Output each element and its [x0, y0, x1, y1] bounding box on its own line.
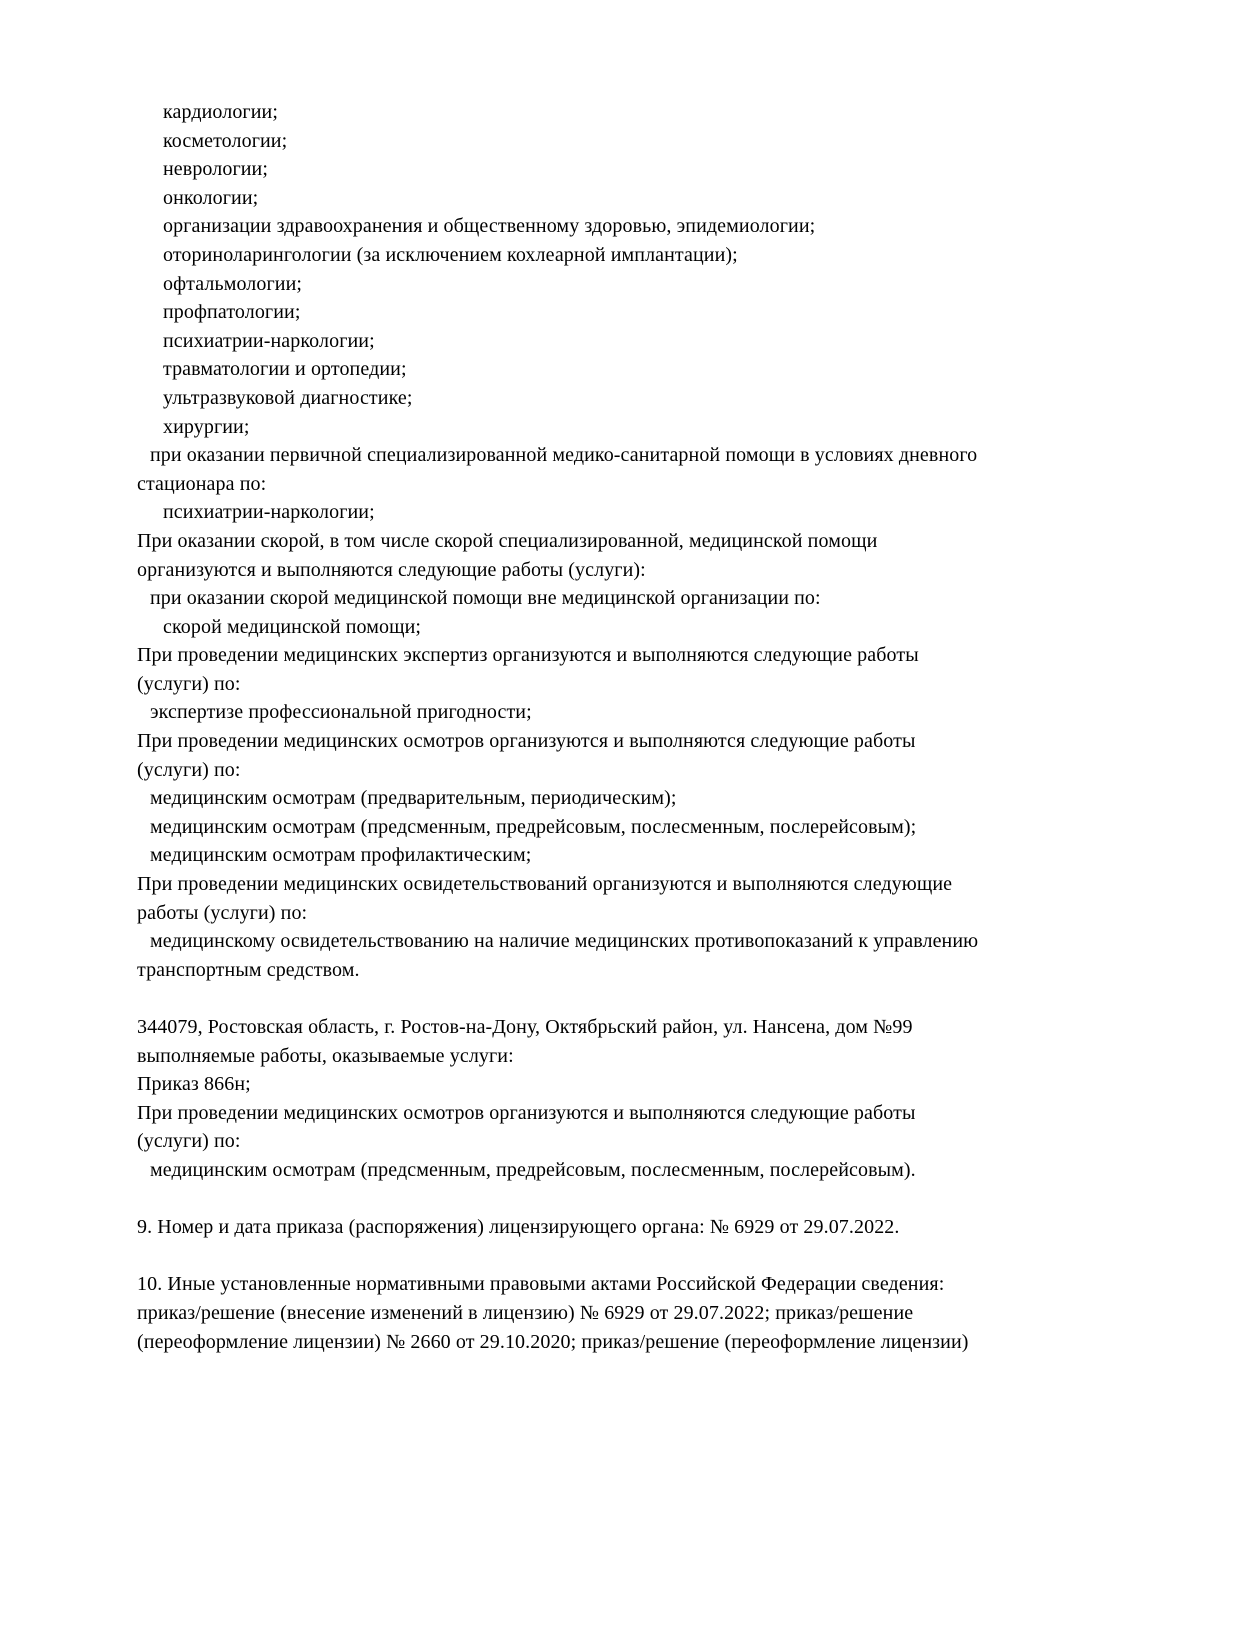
document-line: (услуги) по: — [137, 1130, 241, 1153]
document-line: оториноларингологии (за исключением кохлеарной имплантации); — [163, 243, 738, 266]
document-line: медицинским осмотрам профилактическим; — [150, 844, 532, 867]
document-line — [137, 1185, 1120, 1214]
document-line: приказ/решение (внесение изменений в лицензию) № 6929 от 29.07.2022; приказ/решение — [137, 1301, 914, 1324]
document-line: неврологии; — [163, 158, 269, 181]
document-line: работы (услуги) по: — [137, 901, 308, 924]
document-line: скорой медицинской помощи; — [163, 615, 422, 638]
document-body — [137, 98, 1120, 1356]
document-line: При оказании скорой, в том числе скорой специализированной, медицинской помощи — [137, 529, 878, 552]
document-line: 9. Номер и дата приказа (распоряжения) лицензирующего органа: № 6929 от 29.07.2022. — [137, 1216, 900, 1239]
document-line: хирургии; — [163, 415, 250, 438]
document-line: стационара по: — [137, 472, 267, 495]
document-line: медицинским осмотрам (предварительным, периодическим); — [150, 787, 677, 810]
document-line: (услуги) по: — [137, 672, 241, 695]
document-line: кардиологии; — [163, 101, 278, 123]
document-line: (услуги) по: — [137, 758, 241, 781]
document-line — [137, 984, 1120, 1013]
document-line: При проведении медицинских экспертиз организуются и выполняются следующие работы — [137, 644, 919, 667]
document-line: при оказании скорой медицинской помощи вне медицинской организации по: — [150, 587, 821, 610]
document-line: экспертизе профессиональной пригодности; — [150, 701, 532, 724]
document-line: транспортным средством. — [137, 958, 360, 981]
document-line: выполняемые работы, оказываемые услуги: — [137, 1044, 514, 1067]
document-line: При проведении медицинских освидетельствований организуются и выполняются следующие — [137, 873, 953, 896]
document-line: Приказ 866н; — [137, 1073, 251, 1096]
document-line: ультразвуковой диагностике; — [163, 386, 413, 409]
document-line — [137, 1242, 1120, 1271]
document-line: психиатрии-наркологии; — [163, 501, 375, 524]
document-line: медицинским осмотрам (предсменным, предрейсовым, послесменным, послерейсовым). — [150, 1158, 916, 1181]
document-line: профпатологии; — [163, 301, 301, 324]
document-line: медицинскому освидетельствованию на наличие медицинских противопоказаний к управлению — [150, 930, 979, 953]
document-line: офтальмологии; — [163, 272, 303, 295]
document-line: При проведении медицинских осмотров организуются и выполняются следующие работы — [137, 1101, 916, 1124]
document-line: (переоформление лицензии) № 2660 от 29.10.2020; приказ/решение (переоформление лицензии) — [137, 1330, 969, 1353]
document-line: 344079, Ростовская область, г. Ростов-на-Дону, Октябрьский район, ул. Нансена, дом №99 — [137, 1016, 913, 1038]
document-line: При проведении медицинских осмотров организуются и выполняются следующие работы — [137, 730, 916, 753]
document-line: психиатрии-наркологии; — [163, 329, 375, 352]
document-line: при оказании первичной специализированной медико-санитарной помощи в условиях дневного — [150, 444, 978, 467]
document-line: косметологии; — [163, 129, 288, 152]
document-line: организации здравоохранения и общественному здоровью, эпидемиологии; — [163, 215, 816, 238]
document-line: онкологии; — [163, 186, 259, 209]
document-line: организуются и выполняются следующие работы (услуги): — [137, 558, 646, 581]
document-line: 10. Иные установленные нормативными правовыми актами Российской Федерации сведения: — [137, 1273, 945, 1296]
document-line: травматологии и ортопедии; — [163, 358, 407, 381]
document-line: медицинским осмотрам (предсменным, предрейсовым, послесменным, послерейсовым); — [150, 815, 917, 838]
